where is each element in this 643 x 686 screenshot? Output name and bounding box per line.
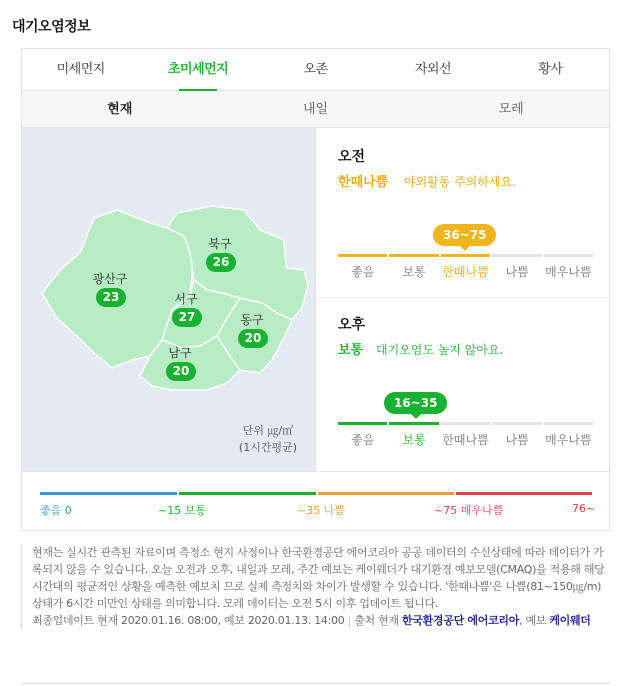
pm-scale xyxy=(338,422,593,446)
legend-max: 76~ xyxy=(572,502,596,515)
pm-period: 오후 xyxy=(338,317,366,333)
am-scale-partly-bad: 한때나쁨 xyxy=(441,254,490,278)
source-link-airkorea[interactable]: 한국환경공단 에어코리아 xyxy=(401,614,520,627)
legend-bad: ~35 나쁨 xyxy=(297,504,345,517)
district-map xyxy=(22,128,315,471)
notice xyxy=(21,544,610,629)
am-range-bubble: 36~75 xyxy=(433,224,496,246)
district-label-seo: 서구 xyxy=(174,292,198,306)
source-link-kweather[interactable]: 케이웨더 xyxy=(549,614,591,627)
am-status: 한때나쁨 xyxy=(338,175,389,190)
pm-status: 보통 xyxy=(338,343,364,358)
am-scale xyxy=(338,254,593,278)
am-forecast xyxy=(316,128,610,298)
tab-tomorrow[interactable]: 내일 xyxy=(302,102,329,117)
legend-good: 좋음 0 xyxy=(40,504,72,517)
tab-now[interactable]: 현재 xyxy=(107,102,133,117)
district-label-nam: 남구 xyxy=(168,346,192,360)
tab-day-after[interactable]: 모레 xyxy=(498,102,524,117)
page-title: 대기오염정보 xyxy=(12,19,91,35)
legend xyxy=(22,471,609,531)
am-scale-very-bad: 매우나쁨 xyxy=(544,254,593,278)
district-value-nam[interactable]: 20 xyxy=(166,362,196,381)
am-scale-good: 좋음 xyxy=(338,254,387,278)
district-label-gwangsan: 광산구 xyxy=(92,272,128,286)
notice-source-mid: , 예보 xyxy=(519,614,547,627)
pm-scale-normal: 보통 xyxy=(389,422,438,446)
district-label-buk: 북구 xyxy=(208,237,232,251)
legend-bar-bad xyxy=(318,492,454,495)
pm-scale-partly-bad: 한때나쁨 xyxy=(441,422,490,446)
district-value-buk[interactable]: 26 xyxy=(206,253,236,272)
am-period: 오전 xyxy=(338,149,366,165)
pm-scale-bad: 나쁨 xyxy=(492,422,541,446)
pollutant-tabs xyxy=(22,49,609,91)
pm-scale-good: 좋음 xyxy=(338,422,387,446)
pm-forecast xyxy=(316,298,610,468)
notice-source-prefix: 출처 현재 xyxy=(354,614,399,627)
district-value-dong[interactable]: 20 xyxy=(238,329,268,348)
pm-range-bubble: 16~35 xyxy=(384,392,447,414)
legend-normal: ~15 보통 xyxy=(158,504,206,517)
pm-message: 대기오염도 높지 않아요. xyxy=(376,343,504,357)
legend-bar-very-bad xyxy=(456,492,592,495)
am-scale-bad: 나쁨 xyxy=(492,254,541,278)
unit-note: (1시간평균) xyxy=(238,441,297,454)
unit-label: 단위 ㎍/㎥ xyxy=(242,424,294,437)
tab-uv[interactable]: 자외선 xyxy=(414,62,452,77)
notice-updated: 최종업데이트 현재 2020.01.16. 08:00, 예보 2020.01.13. 14:00 xyxy=(32,614,345,627)
notice-body: 현재는 실시간 관측된 자료이며 측정소 현지 사정이나 한국환경공단 에어코리아 공공 데이터의 수신상태에 따라 데이터가 가록되지 않을 수 있습니다. 오늘 오전과 오후, 내일과 모레, 주간 예보는 케이웨더가 대기환경 예보모델(CMAQ)을 적용해 해당 시간대의 평균적인 상황을 예측한 예보치 므로 실제 측정치와 차이가 발생할 수 있습니다. '한때나쁨'은 나쁨(81~150㎍/m)상태가 6시간 미만인 상태를 의미합니다. 모레 데이터는 오전 5시 이후 업데이트 됩니다. xyxy=(32,546,605,610)
tab-ozone[interactable]: 오존 xyxy=(303,62,328,77)
forecast-side xyxy=(315,128,609,471)
divider xyxy=(21,683,610,684)
am-message: 야외활동 주의하세요. xyxy=(404,175,516,189)
unit-info xyxy=(239,422,297,456)
am-scale-normal: 보통 xyxy=(389,254,438,278)
air-quality-panel xyxy=(21,48,610,531)
legend-very-bad: ~75 매우나쁨 xyxy=(434,504,504,517)
legend-bar-good xyxy=(40,492,177,495)
pm-scale-very-bad: 매우나쁨 xyxy=(544,422,593,446)
district-label-dong: 동구 xyxy=(240,313,264,327)
notice-meta: 최종업데이트 현재 2020.01.16. 08:00, 예보 2020.01.13. 14:00 | 출처 현재 한국환경공단 에어코리아, 예보 케이웨더 xyxy=(32,614,591,627)
day-tabs xyxy=(22,91,609,128)
district-value-seo[interactable]: 27 xyxy=(172,308,202,327)
tab-fine-dust[interactable]: 미세먼지 xyxy=(56,62,105,77)
district-value-gwangsan[interactable]: 23 xyxy=(96,288,126,307)
tab-yellow-dust[interactable]: 황사 xyxy=(538,62,563,77)
tab-ultrafine-dust[interactable]: 초미세먼지 xyxy=(139,49,256,90)
legend-bar-normal xyxy=(179,492,316,495)
